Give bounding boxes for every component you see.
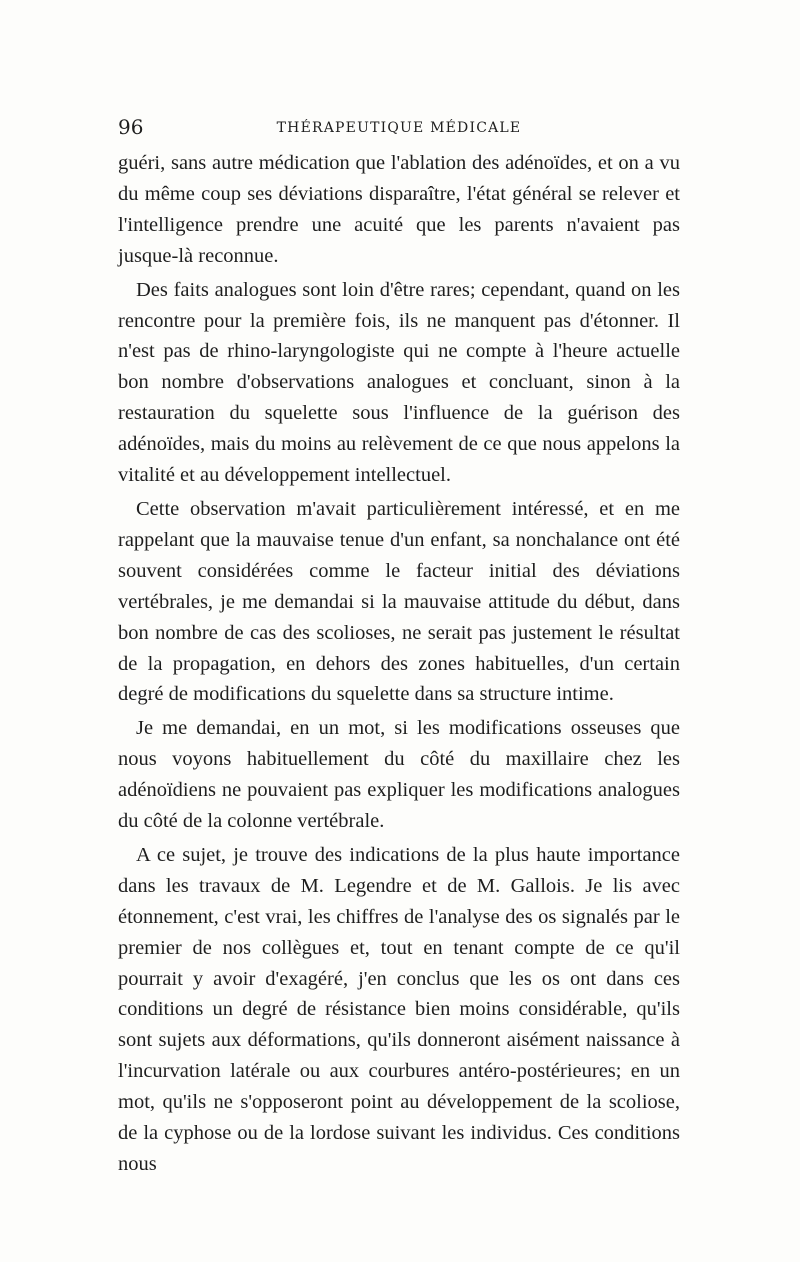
body-text [118,148,680,1180]
page-header [118,116,680,138]
page-number: 96 [118,115,144,139]
paragraph: A ce sujet, je trouve des indications de la plus haute importance dans les travaux de M. Legendre et de M. Gallois. Je lis avec étonnement, c'est vrai, les chiffres de l'analyse des os signalés par le premier de nos collègues et, tout en tenant compte de ce qu'il pourrait y avoir d'exagéré, j'en conclus que les os ont dans ces conditions un degré de résistance bien moins considérable, qu'ils sont sujets aux déformations, qu'ils donneront aisément naissance à l'incurvation latérale ou aux courbures antéro-postérieures; en un mot, qu'ils ne s'opposeront point au développement de la scoliose, de la cyphose ou de la lordose suivant les individus. Ces conditions nous [118,843,680,1175]
paragraph: Cette observation m'avait particulièrement intéressé, et en me rappelant que la mauvaise tenue d'un enfant, sa nonchalance ont été souvent considérées comme le facteur initial des déviations vertébrales, je me demandai si la mauvaise attitude du début, dans bon nombre de cas des scolioses, ne serait pas justement le résultat de la propagation, en dehors des zones habituelles, d'un certain degré de modifications du squelette dans sa structure intime. [118,497,680,706]
paragraph-continuation: guéri, sans autre médication que l'ablation des adénoïdes, et on a vu du même coup ses déviations disparaître, l'état général se relever et l'intelligence prendre une acuité que les parents n'avaient pas jusque-là reconnue. [118,152,680,267]
paragraph: Des faits analogues sont loin d'être rares; cependant, quand on les rencontre pour la première fois, ils ne manquent pas d'étonner. Il n'est pas de rhino-laryngologiste qui ne compte à l'heure actuelle bon nombre d'observations analogues et concluant, sinon à la restauration du squelette sous l'influence de la guérison des adénoïdes, mais du moins au relèvement de ce que nous appelons la vitalité et au développement intellectuel. [118,278,680,487]
running-title: THÉRAPEUTIQUE MÉDICALE [276,120,522,136]
paragraph: Je me demandai, en un mot, si les modifications osseuses que nous voyons habituellement du côté du maxillaire chez les adénoïdiens ne pouvaient pas expliquer les modifications analogues du côté de la colonne vertébrale. [118,717,680,833]
